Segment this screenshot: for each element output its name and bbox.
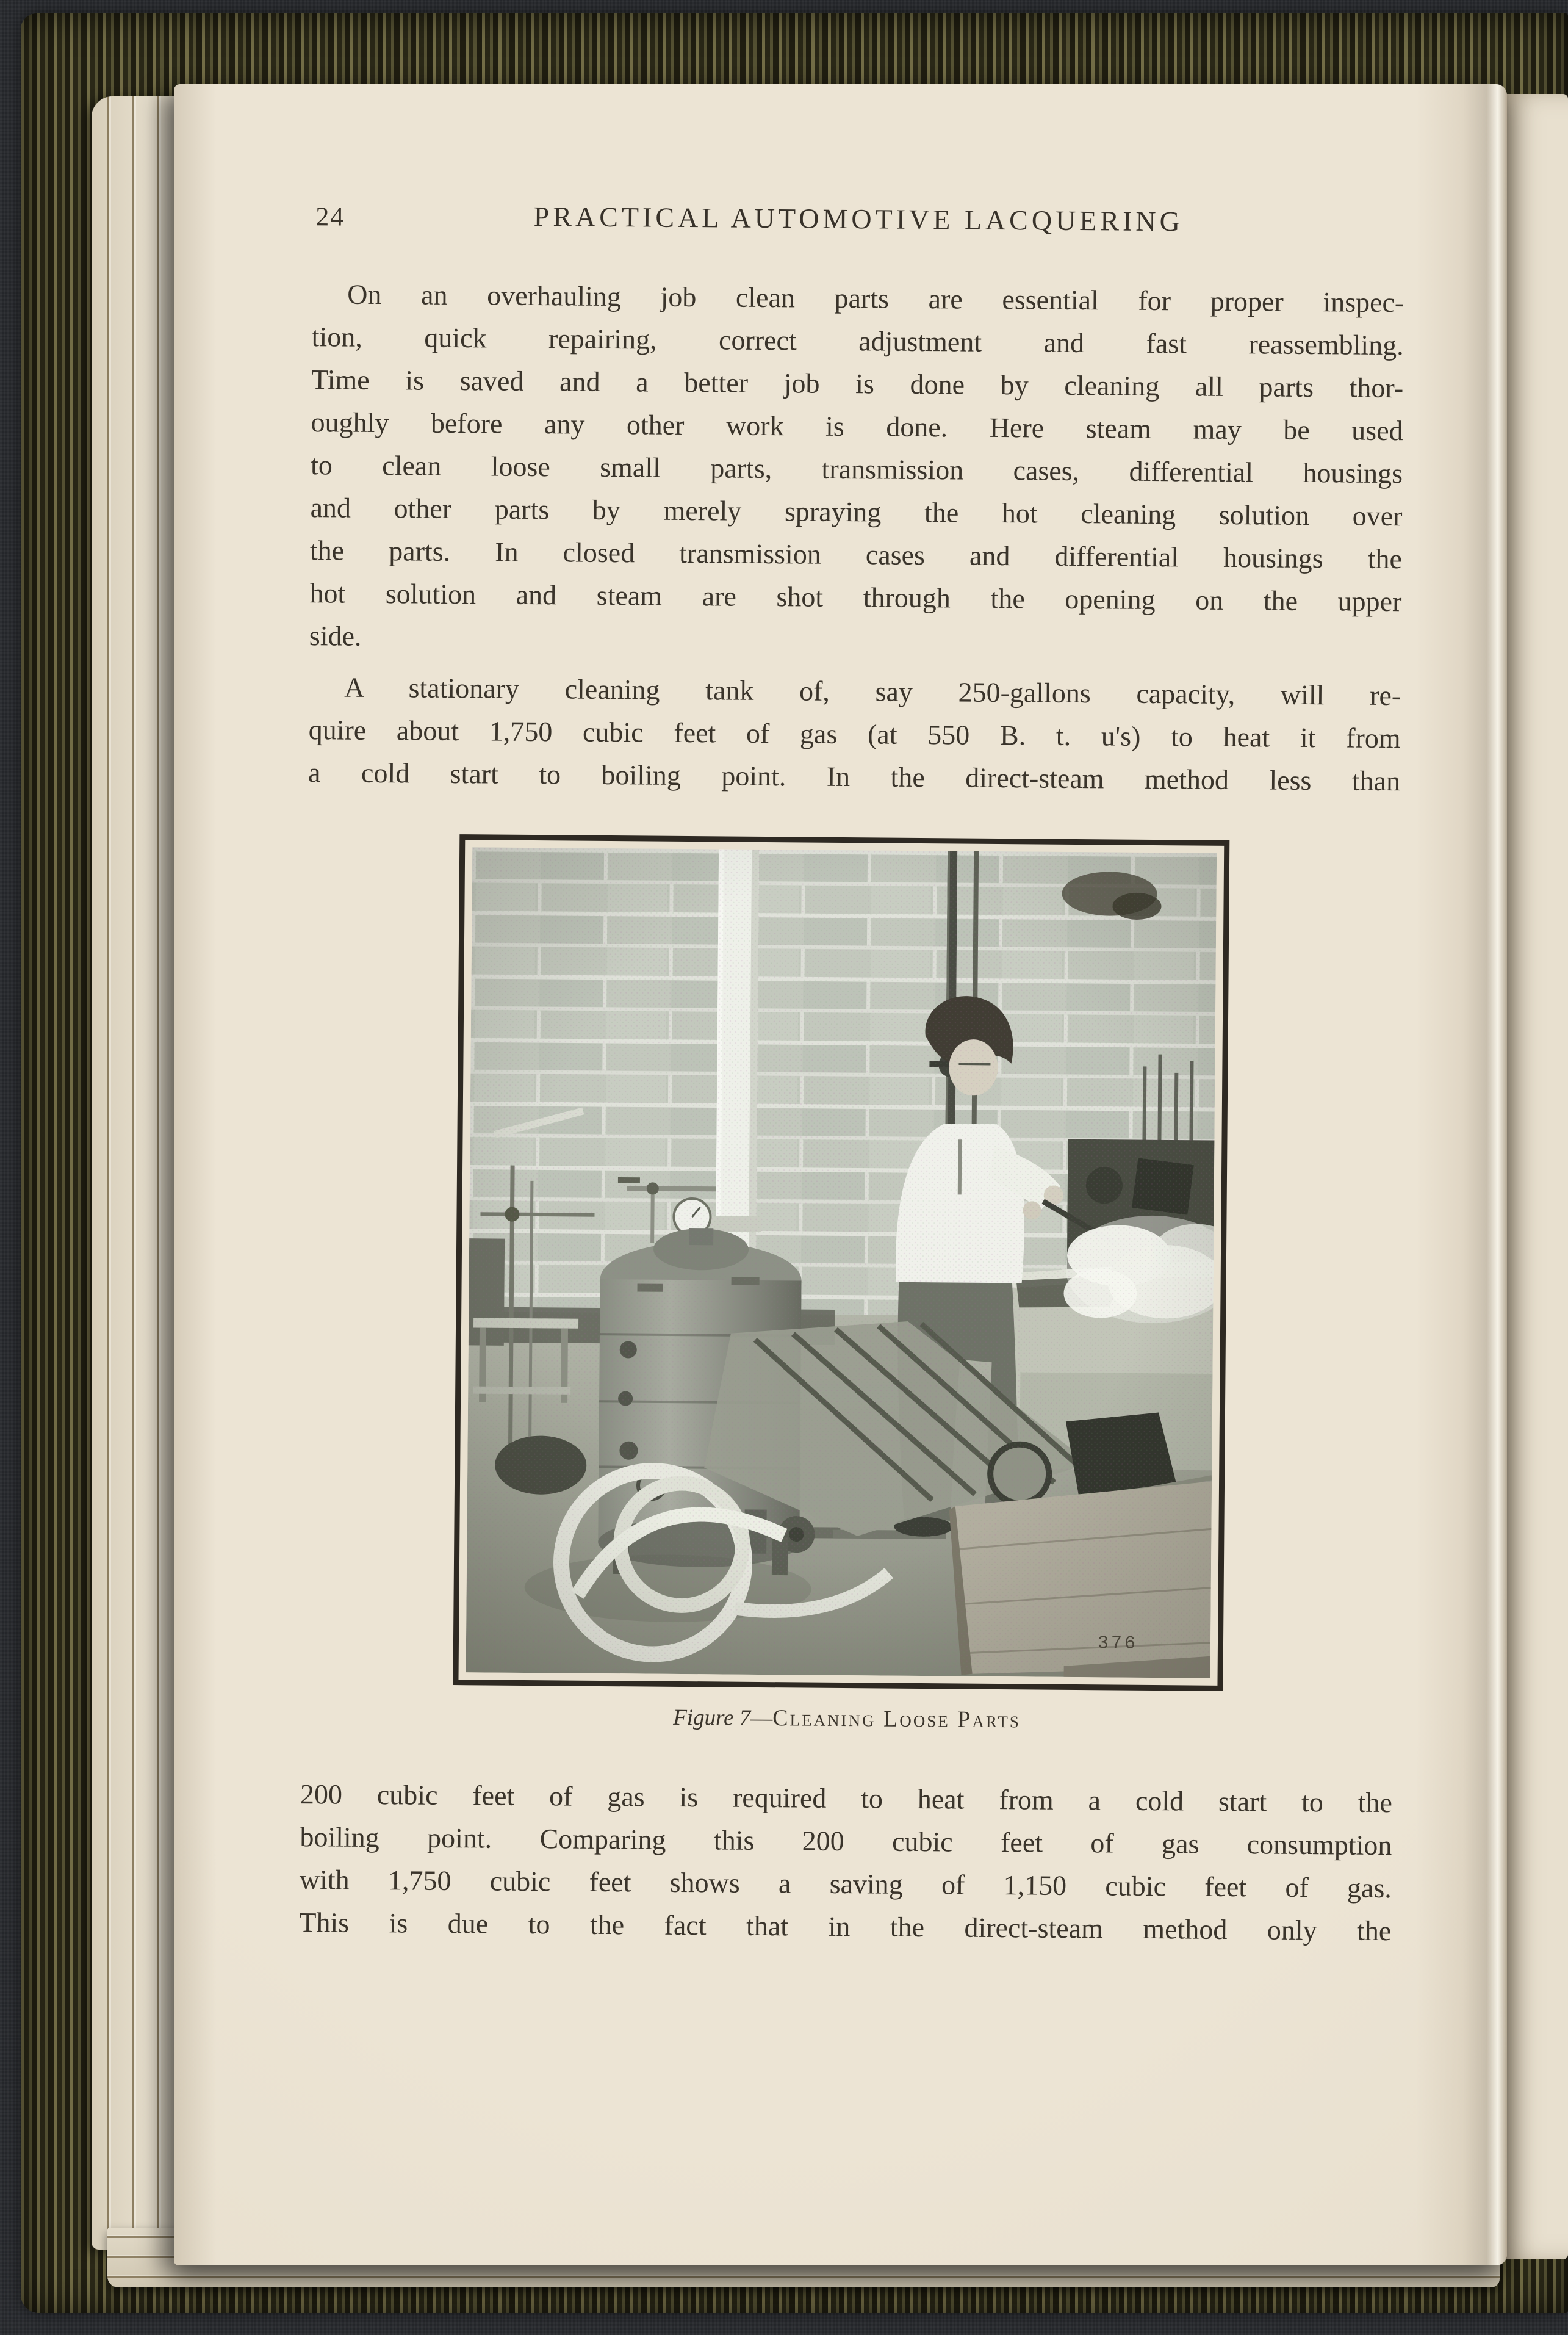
- text-line: oughly before any other work is done. Here steam may be used: [311, 406, 1403, 447]
- text-column: [308, 273, 1404, 803]
- text-line: with 1,750 cubic feet shows a saving of 1,150 cubic feet of gas.: [299, 1864, 1392, 1904]
- text-line: hot solution and steam are shot through the opening on the upper: [309, 577, 1402, 618]
- figure-caption: [301, 1701, 1393, 1736]
- caption-separator: —: [750, 1705, 773, 1731]
- paragraph-2: [308, 666, 1401, 803]
- paragraph-3: [299, 1773, 1392, 1952]
- text-line: quire about 1,750 cubic feet of gas (at 550 B. t. u's) to heat it from: [308, 714, 1401, 754]
- text-line: tion, quick repairing, correct adjustment and fast reassembling.: [311, 321, 1404, 361]
- figure-title: Cleaning Loose Parts: [772, 1705, 1021, 1733]
- text-line: This is due to the fact that in the direct-steam method only the: [299, 1907, 1392, 1947]
- page-number: 24: [315, 201, 345, 232]
- text-line: the parts. In closed transmission cases and differential housings the: [309, 535, 1403, 575]
- text-line: A stationary cleaning tank of, say 250-gallons capacity, will re-: [344, 671, 1401, 712]
- text-line: and other parts by merely spraying the hot cleaning solution over: [310, 492, 1403, 532]
- text-line: a cold start to boiling point. In the direct-steam method less than: [307, 757, 1401, 797]
- text-line: On an overhauling job clean parts are essential for proper inspec-: [347, 278, 1404, 319]
- text-line: 200 cubic feet of gas is required to heat from a cold start to the: [300, 1778, 1393, 1819]
- text-line: to clean loose small parts, transmission cases, differential housings: [310, 449, 1403, 489]
- running-title: PRACTICAL AUTOMOTIVE LACQUERING: [533, 201, 1184, 237]
- photo-vignette: [466, 847, 1217, 1678]
- figure-plate: [453, 834, 1229, 1691]
- paragraph-1: [309, 273, 1404, 666]
- text-line: Time is saved and a better job is done by cleaning all parts thor-: [311, 364, 1404, 404]
- text-column-lower: [299, 1773, 1392, 1952]
- text-line: boiling point. Comparing this 200 cubic feet of gas consumption: [300, 1821, 1392, 1861]
- page-content: [165, 79, 1516, 2270]
- text-line: side.: [309, 620, 362, 652]
- figure-photo: [466, 847, 1217, 1678]
- book-page: [174, 84, 1507, 2265]
- figure-label: Figure 7: [673, 1705, 751, 1731]
